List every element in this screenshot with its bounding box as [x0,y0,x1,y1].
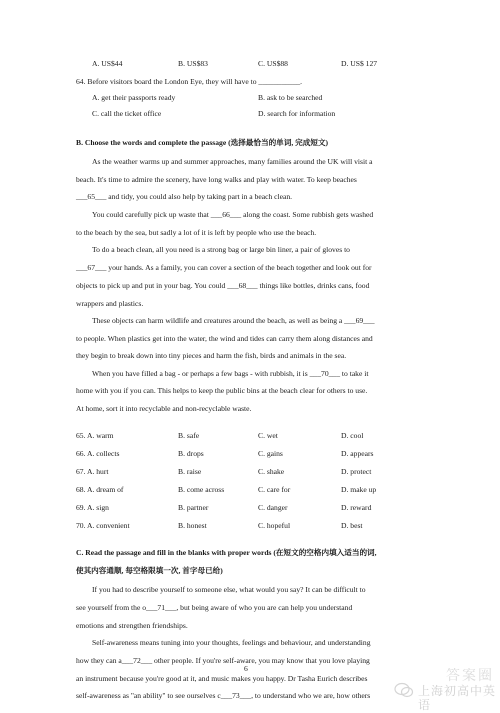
q69-option-a: 69. A. sign [76,503,109,512]
q67-option-d: D. protect [341,467,372,476]
q63-option-b: B. US$83 [178,59,208,68]
q66-option-a: 66. A. collects [76,449,120,458]
passage-line: to people. When plastics get into the water, the wind and tides can carry them along distances and [76,334,373,343]
passage-line: they begin to break down into tiny pieces and harm the fish, birds and animals in the sea. [76,351,347,360]
passage-line: an instrument because you're good at it, and music makes you happy. Dr Tasha Eurich describes [76,674,368,683]
page-number: 6 [244,664,248,673]
q67-option-c: C. shake [258,467,285,476]
passage-line: To do a beach clean, all you need is a strong bag or large bin liner, a pair of gloves to [92,245,350,254]
q67-option-b: B. raise [178,467,202,476]
passage-line: When you have filled a bag - or perhaps a few bags - with rubbish, it is ___70___ to take it [92,369,369,378]
q68-option-b: B. come across [178,485,225,494]
q70-option-c: C. hopeful [258,521,291,530]
watermark-sub: 答案圈 [446,668,494,684]
q70-option-b: B. honest [178,521,207,530]
q65-option-d: D. cool [341,431,364,440]
passage-line: self-awareness as "an ability" to see ourselves c___73___, to understand who we are, how others [76,691,371,700]
q66-option-b: B. drops [178,449,204,458]
passage-line: objects to pick up and put in your bag. You could ___68___ things like bottles, drinks cans, food [76,281,370,290]
section-c-heading-line1: C. Read the passage and fill in the blanks with proper words (在短文的空格内填入适当的词, [76,548,377,557]
q64-option-c: C. call the ticket office [92,109,162,118]
passage-line: how they can a___72___ other people. If you're self-aware, you may know that you love playing [76,656,370,665]
passage-line: emotions and strengthen friendships. [76,621,188,630]
passage-line: You could carefully pick up waste that ___66___ along the coast. Some rubbish gets washed [92,210,374,219]
q65-option-b: B. safe [178,431,200,440]
q68-option-a: 68. A. dream of [76,485,124,494]
passage-line: As the weather warms up and summer approaches, many families around the UK will visit a [92,157,373,166]
q64-option-b: B. ask to be searched [258,93,323,102]
watermark-text: 上海初高中英语 [418,684,497,713]
section-c-heading-line2: 使其内容通顺, 每空格限填一次, 首字母已给) [76,566,223,575]
passage-line: home with you if you can. This helps to keep the public bins at the beach clear for others to use. [76,386,368,395]
q64-option-a: A. get their passports ready [92,93,176,102]
q69-option-b: B. partner [178,503,209,512]
q63-option-d: D. US$ 127 [341,59,378,68]
wechat-icon [394,682,414,700]
q65-option-c: C. wet [258,431,278,440]
passage-line: ___67___ your hands. As a family, you can cover a section of the beach together and look out for [76,263,372,272]
passage-line: see yourself from the o___71___, but being aware of who you are can help you understand [76,603,353,612]
q70-option-a: 70. A. convenient [76,521,130,530]
q66-option-c: C. gains [258,449,283,458]
q64-option-d: D. search for information [258,109,336,118]
passage-line: wrappers and plastics. [76,299,144,308]
q68-option-c: C. care for [258,485,291,494]
q68-option-d: D. make up [341,485,377,494]
section-b-heading: B. Choose the words and complete the passage (选择最恰当的单词, 完成短文) [76,138,329,147]
q69-option-c: C. danger [258,503,288,512]
q64-stem: 64. Before visitors board the London Eye, they will have to ___________. [76,77,303,86]
q70-option-d: D. best [341,521,363,530]
q65-option-a: 65. A. warm [76,431,114,440]
passage-line: At home, sort it into recyclable and non-recyclable waste. [76,404,252,413]
q66-option-d: D. appears [341,449,374,458]
q63-option-c: C. US$88 [258,59,288,68]
passage-line: to the beach by the sea, but sadly a lot of it is left by people who use the beach. [76,228,317,237]
q69-option-d: D. reward [341,503,372,512]
q63-option-a: A. US$44 [92,59,123,68]
q67-option-a: 67. A. hurt [76,467,109,476]
passage-line: Self-awareness means tuning into your thoughts, feelings and behaviour, and understanding [92,638,371,647]
watermark [392,666,498,713]
passage-line: If you had to describe yourself to someone else, what would you say? It can be difficult to [92,585,366,594]
passage-line: These objects can harm wildlife and creatures around the beach, as well as being a ___69___ [92,316,375,325]
passage-line: ___65___ and tidy, you could also help by taking part in a beach clean. [76,192,293,201]
passage-line: beach. It's time to admire the scenery, have long walks and play with water. To keep beaches [76,175,357,184]
